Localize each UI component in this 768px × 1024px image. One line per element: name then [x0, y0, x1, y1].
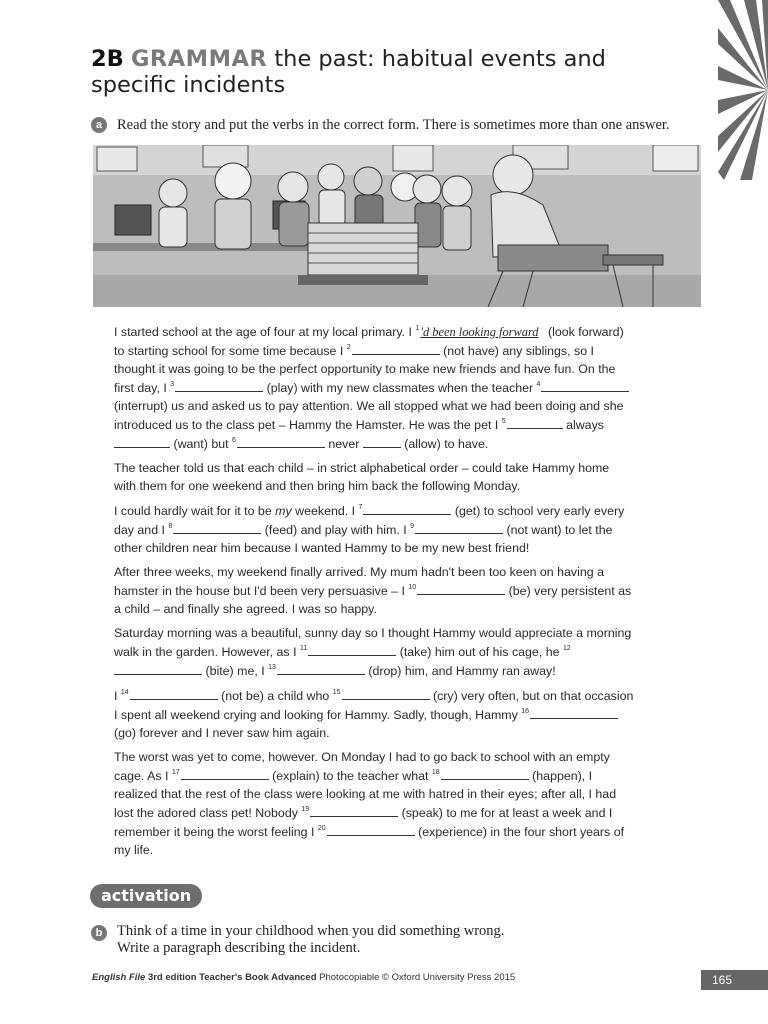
gap-number: 3: [170, 381, 175, 388]
story-text-span: (feed) and play with him. I: [264, 523, 411, 537]
story-text-span: (allow) to have.: [404, 437, 489, 451]
grammar-label: GRAMMAR: [130, 46, 268, 72]
gap-number: 6: [232, 437, 236, 444]
gap-number: 4: [536, 381, 541, 388]
gap-6b-blank[interactable]: [363, 434, 401, 448]
story-paragraph-4: [114, 563, 634, 618]
story-text-span: The worst was yet to come, however. On Monday I had to go back to school with an empty cage. As I: [114, 750, 610, 783]
story-text-span: (play) with my new classmates when the teacher: [266, 381, 537, 395]
gap-number: 10: [408, 584, 417, 591]
gap-number: 15: [332, 689, 341, 696]
gap-number: 18: [431, 769, 440, 776]
gap-number: 7: [358, 504, 363, 511]
gap-11-blank[interactable]: [308, 642, 396, 656]
story-text-span: (experience) in the four short years of my life.: [114, 825, 625, 857]
gap-number: 11: [299, 645, 308, 652]
story-text-span: (go) forever and I never saw him again.: [114, 726, 330, 740]
gap-number: 9: [410, 523, 414, 530]
gap-number: 1: [415, 325, 420, 332]
story-text-span: I could hardly wait for it to be: [114, 504, 276, 518]
story-paragraph-5: [114, 624, 634, 680]
story-text-span: I started school at the age of four at my local primary. I: [114, 325, 416, 339]
story-text-span: (happen), I realized that the rest of the class were looking at me with hatred in their eyes; after all, I had lost the adored class pet! Nobody: [114, 769, 617, 820]
footer: [92, 972, 515, 983]
story-text-span: (explain) to the teacher what: [272, 769, 432, 783]
gap-4-blank[interactable]: [541, 378, 629, 392]
story-text-span: (speak) to me for at least a week and I remember it being the worst feeling I: [114, 806, 613, 839]
book-edition: 3rd edition Teacher's Book Advanced: [145, 972, 317, 983]
page-title: [91, 46, 691, 98]
badge-b: b: [91, 925, 107, 941]
gap-15-blank[interactable]: [342, 686, 430, 700]
gap-number: 13: [268, 664, 276, 671]
classroom-illustration: [93, 145, 701, 307]
story-paragraph-7: [114, 748, 634, 859]
story-text-span: (not have) any siblings, so I thought it was going to be the perfect opportunity to make new friends and have fun. On the first day, I: [114, 344, 616, 395]
story-text-span: (get) to school very early every day and I: [114, 504, 625, 537]
gap-number: 16: [521, 708, 530, 715]
book-title: English File: [92, 972, 146, 983]
story-text-span: (be) very persistent as a child – and finally she agreed. I was so happy.: [114, 584, 632, 616]
gap-3-blank[interactable]: [175, 378, 263, 392]
gap-18-blank[interactable]: [441, 766, 529, 780]
gap-2-blank[interactable]: [352, 341, 440, 355]
gap-5b-blank[interactable]: [114, 434, 170, 448]
story-text: [114, 323, 634, 865]
gap-number: 17: [171, 769, 180, 776]
story-text-span: (interrupt) us and asked us to pay attention. We all stopped what we had been doing and she introduced us to the class pet – Hammy the Hamster. He was the pet I: [114, 399, 624, 432]
story-paragraph-2: The teacher told us that each child – in strict alphabetical order – could take Hammy home with them for one weekend and then bring him back the following Monday.: [114, 461, 610, 493]
story-text-span: never: [328, 437, 360, 451]
story-text-span: (look forward) to starting school for some time because I: [114, 325, 624, 358]
gap-16-blank[interactable]: [530, 705, 618, 719]
gap-10-blank[interactable]: [417, 581, 505, 595]
story-text-span: (want) but: [173, 437, 232, 451]
instruction-a-text: Read the story and put the verbs in the correct form. There is sometimes more than one answer.: [117, 117, 670, 133]
example-answer: 'd been looking forward: [420, 325, 539, 339]
instruction-b-line2: Write a paragraph describing the incident.: [117, 940, 361, 956]
gap-20-blank[interactable]: [327, 822, 415, 836]
unit-code: 2B: [91, 46, 124, 72]
story-paragraph-3: [114, 501, 634, 557]
activation-label: activation: [90, 884, 202, 908]
gap-6a-blank[interactable]: [237, 434, 325, 448]
story-text-span: I: [114, 689, 121, 703]
story-text-span: weekend. I: [291, 504, 359, 518]
story-text-span: (cry) very often, but on that occasion I spent all weekend crying and looking for Hammy. Sadly, though, Hammy: [114, 689, 634, 722]
instruction-a: [91, 117, 731, 134]
copyright: Photocopiable © Oxford University Press 2015: [316, 972, 516, 983]
gap-number: 2: [346, 344, 351, 351]
story-text-span: (drop) him, and Hammy ran away!: [368, 664, 556, 678]
page-number: 165: [701, 970, 768, 990]
gap-number: 8: [168, 523, 173, 530]
gap-number: 19: [301, 806, 310, 813]
instruction-b-line1: Think of a time in your childhood when you did something wrong.: [117, 923, 505, 939]
story-text-span: Saturday morning was a beautiful, sunny day so I thought Hammy would appreciate a morning walk in the garden. However, as I: [114, 626, 632, 659]
emphasis: my: [275, 504, 292, 518]
story-text-span: (not want) to let the other children near him because I wanted Hammy to be my new best friend!: [114, 523, 613, 555]
gap-13-blank[interactable]: [277, 661, 365, 675]
story-text-span: (take) him out of his cage, he: [399, 645, 563, 659]
story-text-span: (not be) a child who: [221, 689, 333, 703]
gap-number: 20: [317, 825, 326, 832]
gap-14-blank[interactable]: [130, 686, 218, 700]
title-text: the past: habitual events and specific incidents: [91, 46, 606, 98]
story-text-span: After three weeks, my weekend finally arrived. My mum hadn't been too keen on having a hamster in the house but I'd been very persuasive – I: [114, 565, 604, 598]
corner-sunburst-decoration: [718, 0, 768, 180]
gap-12-blank[interactable]: [114, 661, 202, 675]
gap-number: 12: [562, 645, 571, 652]
badge-a: a: [91, 117, 107, 133]
gap-19-blank[interactable]: [310, 803, 398, 817]
story-paragraph-6: [114, 686, 634, 742]
gap-9-blank[interactable]: [415, 520, 503, 534]
gap-17-blank[interactable]: [181, 766, 269, 780]
story-text-span: (bite) me, I: [205, 664, 269, 678]
story-paragraph-1: [114, 323, 634, 453]
gap-number: 5: [501, 418, 506, 425]
gap-8-blank[interactable]: [173, 520, 261, 534]
instruction-b: [91, 923, 731, 957]
gap-5a-blank[interactable]: [507, 415, 563, 429]
story-text-span: always: [566, 418, 604, 432]
gap-7-blank[interactable]: [363, 501, 451, 515]
gap-number: 14: [120, 689, 129, 696]
